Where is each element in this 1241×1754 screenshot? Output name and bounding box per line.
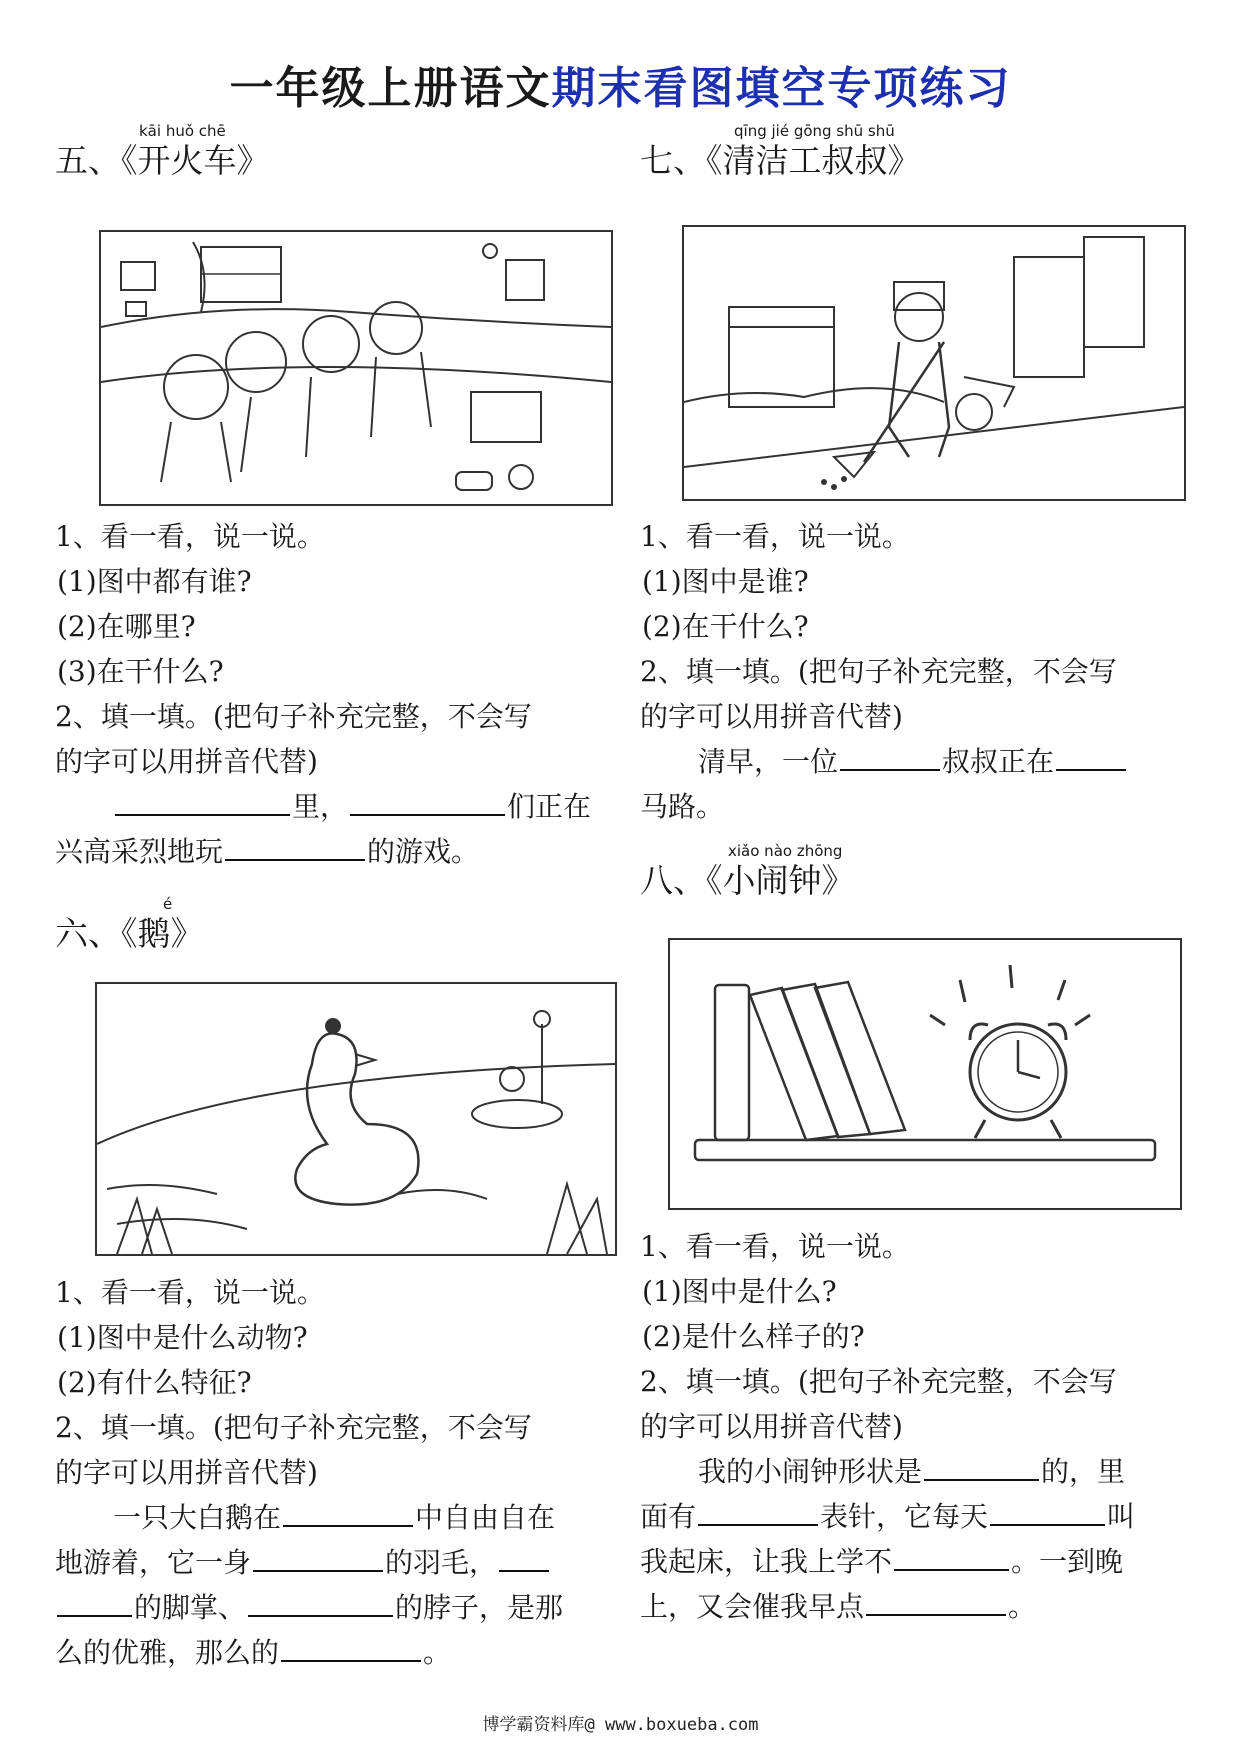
fill-text: 的游戏。 [367,835,480,868]
fill-paragraph-8 [640,1449,1200,1629]
fill-instruction-cont: 的字可以用拼音代替) [55,1456,318,1489]
fill-text: 我起床，让我上学不 [640,1545,893,1578]
fill-text: 的脚掌、 [134,1591,247,1624]
fill-text: 叫 [1107,1500,1136,1533]
section-8-pinyin: xiǎo nào zhōng [728,842,843,860]
section-6-heading: 六、《鹅》 [55,914,204,953]
section-5 [55,122,615,182]
fill-text: 。 [1008,1590,1037,1623]
look-say-label: 1、看一看，说一说。 [55,1276,325,1309]
answer-blank[interactable] [698,1494,818,1526]
answer-blank[interactable] [253,1540,383,1572]
fill-text: 么的优雅，那么的 [55,1636,280,1669]
answer-blank[interactable] [350,784,505,816]
question-8-2: (2)是什么样子的? [642,1320,865,1353]
answer-blank[interactable] [894,1539,1009,1571]
fill-text: 里， [292,790,349,823]
fill-text: 我的小闹钟形状是 [698,1455,923,1488]
fill-text: 兴高采烈地玩 [55,835,224,868]
title-part2: 期末看图填空专项练习 [551,63,1012,114]
title-part1: 一年级上册语文 [229,63,552,114]
answer-blank[interactable] [866,1584,1006,1616]
section-6-pinyin: é [163,895,173,913]
fill-text: 。一到晚 [1011,1545,1124,1578]
answer-blank[interactable] [57,1585,132,1617]
section-7 [640,122,1200,182]
picture-goose [95,982,617,1256]
fill-instruction: 2、填一填。(把句子补充完整，不会写 [640,655,1117,688]
question-5-3: (3)在干什么? [57,655,224,688]
fill-text: 清早，一位 [698,745,839,778]
question-7-2: (2)在干什么? [642,610,809,643]
answer-blank[interactable] [1056,739,1126,771]
fill-instruction-cont: 的字可以用拼音代替) [640,700,903,733]
fill-instruction: 2、填一填。(把句子补充完整，不会写 [55,700,532,733]
fill-text: 叔叔正在 [942,745,1055,778]
fill-text: 们正在 [507,790,592,823]
fill-instruction: 2、填一填。(把句子补充完整，不会写 [640,1365,1117,1398]
question-5-1: (1)图中都有谁? [57,565,252,598]
fill-paragraph-7 [640,739,1200,829]
picture-alarm-clock [668,938,1182,1210]
children-playing-train-illustration [101,232,611,504]
section-6 [55,895,615,955]
section-8-questions [640,1224,1200,1629]
question-7-1: (1)图中是谁? [642,565,809,598]
fill-text: 的脖子，是那 [395,1591,564,1624]
fill-instruction-cont: 的字可以用拼音代替) [55,745,318,778]
answer-blank[interactable] [248,1585,393,1617]
fill-paragraph-6 [55,1495,615,1675]
fill-instruction-cont: 的字可以用拼音代替) [640,1410,903,1443]
look-say-label: 1、看一看，说一说。 [55,520,325,553]
answer-blank[interactable] [840,739,940,771]
question-5-2: (2)在哪里? [57,610,196,643]
fill-text: 上，又会催我早点 [640,1590,865,1623]
answer-blank[interactable] [225,829,365,861]
fill-text: 一只大白鹅在 [113,1501,282,1534]
white-goose-illustration [97,984,615,1254]
fill-text: 的羽毛， [385,1546,498,1579]
section-8 [640,842,1200,902]
section-7-pinyin: qīng jié gōng shū shū [734,122,895,140]
fill-text: 面有 [640,1500,697,1533]
section-7-heading: 七、《清洁工叔叔》 [640,141,921,180]
fill-text: 表针，它每天 [820,1500,989,1533]
fill-text: 马路。 [640,790,725,823]
look-say-label: 1、看一看，说一说。 [640,520,910,553]
fill-text: 地游着，它一身 [55,1546,252,1579]
fill-text: 的，里 [1041,1455,1126,1488]
fill-text: 中自由自在 [415,1501,556,1534]
answer-blank[interactable] [283,1495,413,1527]
footer-watermark: 博学霸资料库@ www.boxueba.com [482,1715,759,1735]
fill-text: 。 [423,1636,452,1669]
answer-blank[interactable] [924,1449,1039,1481]
answer-blank[interactable] [115,784,290,816]
alarm-clock-books-illustration [670,940,1180,1208]
section-7-questions [640,514,1200,829]
section-5-questions [55,514,615,874]
section-5-heading: 五、《开火车》 [55,141,270,180]
answer-blank[interactable] [499,1540,549,1572]
section-6-questions [55,1270,615,1675]
picture-street-cleaner [682,225,1186,501]
fill-paragraph-5 [55,784,615,874]
question-6-2: (2)有什么特征? [57,1366,252,1399]
section-8-heading: 八、《小闹钟》 [640,861,855,900]
page-title [0,52,1241,116]
street-cleaner-illustration [684,227,1184,499]
look-say-label: 1、看一看，说一说。 [640,1230,910,1263]
section-5-pinyin: kāi huǒ chē [139,122,226,140]
question-6-1: (1)图中是什么动物? [57,1321,308,1354]
question-8-1: (1)图中是什么? [642,1275,837,1308]
fill-instruction: 2、填一填。(把句子补充完整，不会写 [55,1411,532,1444]
picture-train-game [99,230,613,506]
answer-blank[interactable] [281,1630,421,1662]
answer-blank[interactable] [990,1494,1105,1526]
